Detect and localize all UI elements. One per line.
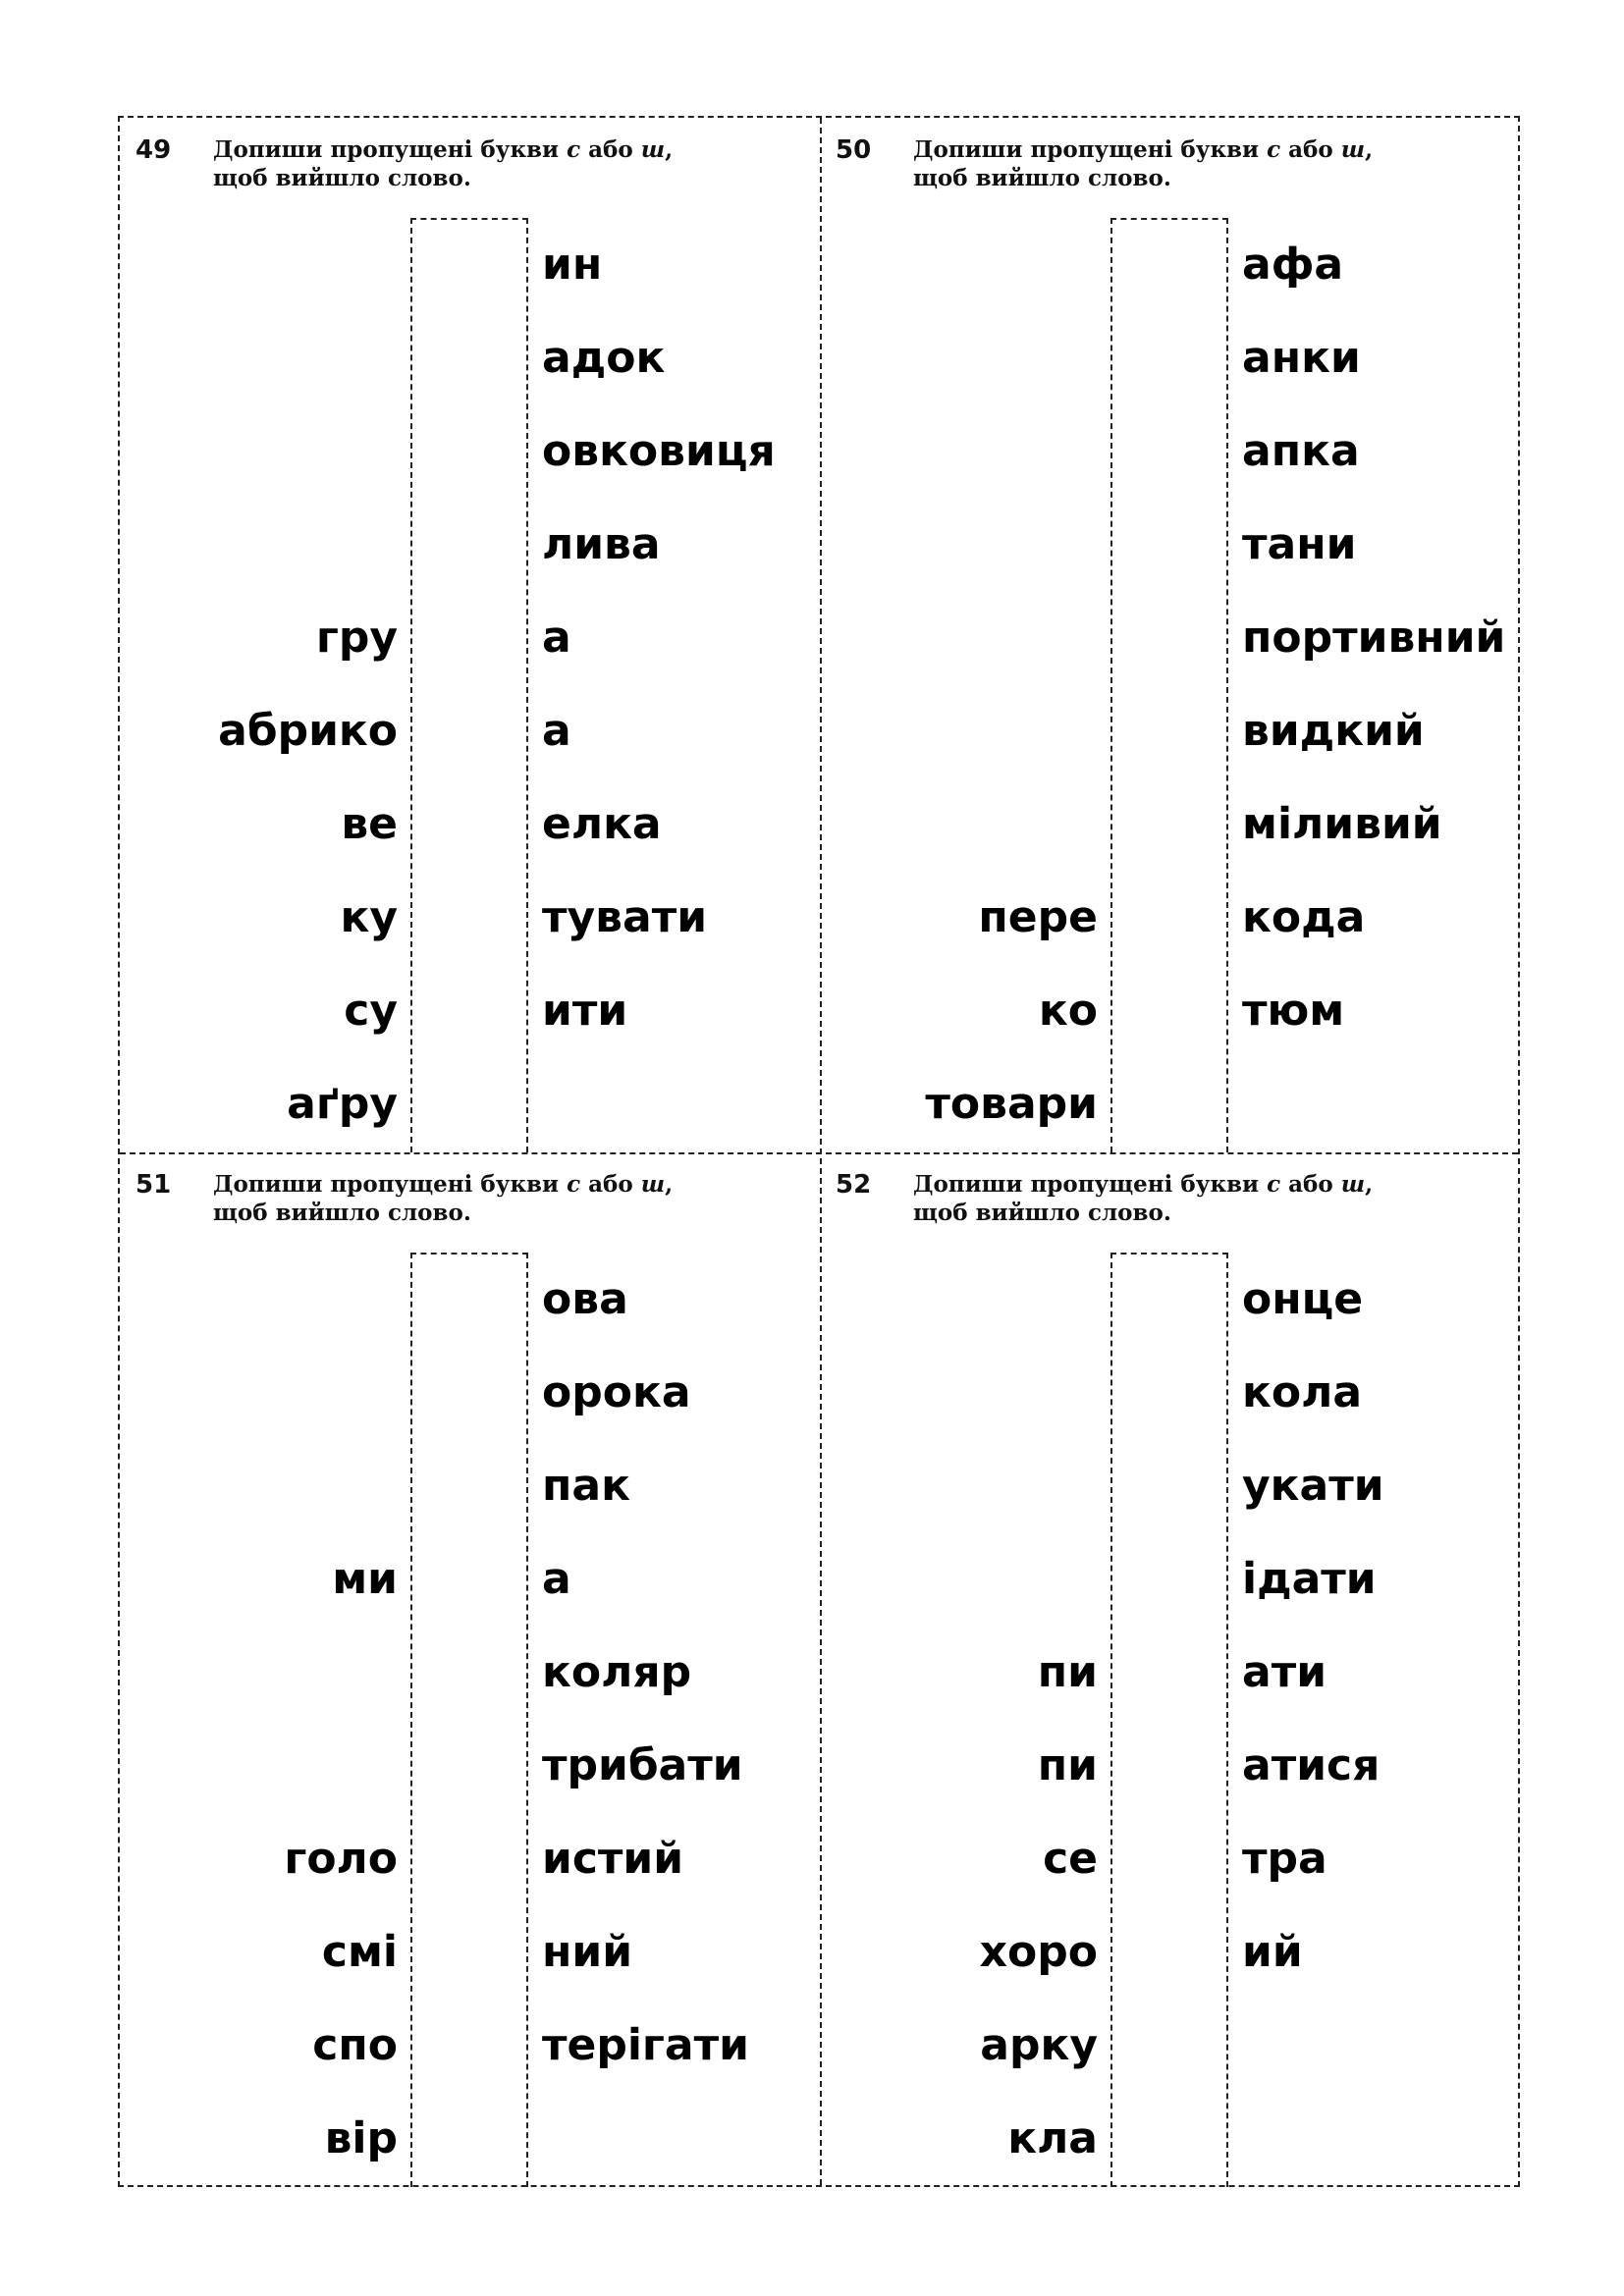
word-suffix: трибати bbox=[542, 1740, 743, 1790]
instruction-text: або bbox=[1280, 1171, 1341, 1198]
word-suffix: укати bbox=[1242, 1461, 1384, 1511]
exercise-instruction bbox=[213, 135, 763, 192]
word-prefix: кла bbox=[1007, 2113, 1098, 2163]
word-prefix: пи bbox=[1037, 1740, 1098, 1790]
word-suffix: ова bbox=[542, 1274, 628, 1324]
word-suffix: тюм bbox=[1242, 986, 1345, 1036]
word-prefix: хоро bbox=[979, 1927, 1098, 1977]
word-suffix: онце bbox=[1242, 1274, 1364, 1324]
word-prefix: пи bbox=[1037, 1647, 1098, 1697]
word-prefix: ко bbox=[1038, 986, 1098, 1036]
letter-sh: ш bbox=[1340, 136, 1366, 163]
letter-sh: ш bbox=[640, 1171, 666, 1198]
missing-letter-column[interactable] bbox=[410, 1253, 528, 2187]
instruction-text: Допиши пропущені букви bbox=[213, 1171, 568, 1198]
word-suffix: орока bbox=[542, 1367, 691, 1417]
word-prefix: се bbox=[1043, 1834, 1098, 1884]
word-suffix: елка bbox=[542, 799, 662, 849]
instruction-text: щоб вийшло слово. bbox=[913, 1200, 1171, 1226]
letter-s: с bbox=[567, 1171, 581, 1198]
word-suffix: ідати bbox=[1242, 1554, 1377, 1604]
word-suffix: тра bbox=[1242, 1834, 1327, 1884]
word-suffix: пак bbox=[542, 1461, 630, 1511]
word-suffix: кола bbox=[1242, 1367, 1363, 1417]
letter-s: с bbox=[1267, 1171, 1281, 1198]
word-suffix: анки bbox=[1242, 333, 1361, 383]
instruction-text: або bbox=[580, 1171, 641, 1198]
instruction-punct: , bbox=[1365, 136, 1374, 163]
word-suffix: атися bbox=[1242, 1740, 1380, 1790]
worksheet bbox=[118, 116, 1520, 2187]
word-suffix: а bbox=[542, 1554, 571, 1604]
exercise-card bbox=[820, 118, 1520, 1152]
exercise-instruction bbox=[913, 135, 1463, 192]
word-suffix: овковиця bbox=[542, 426, 776, 476]
word-suffix: лива bbox=[542, 519, 661, 569]
exercise-card bbox=[120, 1152, 820, 2187]
word-suffix: кода bbox=[1242, 892, 1366, 942]
exercise-number: 50 bbox=[836, 135, 872, 165]
word-suffix: тани bbox=[1242, 519, 1357, 569]
word-suffix: афа bbox=[1242, 240, 1344, 290]
word-prefix: арку bbox=[980, 2020, 1098, 2070]
instruction-punct: , bbox=[1365, 1171, 1374, 1198]
letter-sh: ш bbox=[640, 136, 666, 163]
word-prefix: гру bbox=[315, 613, 398, 663]
missing-letter-column[interactable] bbox=[1110, 1253, 1228, 2187]
instruction-text: щоб вийшло слово. bbox=[213, 165, 471, 191]
letter-s: с bbox=[567, 136, 581, 163]
instruction-text: щоб вийшло слово. bbox=[913, 165, 1171, 191]
word-suffix: терігати bbox=[542, 2020, 749, 2070]
word-suffix: видкий bbox=[1242, 706, 1425, 756]
exercise-card bbox=[820, 1152, 1520, 2187]
word-suffix: ий bbox=[1242, 1927, 1303, 1977]
word-suffix: истий bbox=[542, 1834, 684, 1884]
missing-letter-column[interactable] bbox=[410, 218, 528, 1152]
exercise-number: 51 bbox=[135, 1170, 172, 1200]
instruction-text: щоб вийшло слово. bbox=[213, 1200, 471, 1226]
word-prefix: ку bbox=[340, 892, 398, 942]
instruction-punct: , bbox=[665, 1171, 674, 1198]
word-suffix: адок bbox=[542, 333, 666, 383]
exercise-card bbox=[120, 118, 820, 1152]
instruction-text: Допиши пропущені букви bbox=[213, 136, 568, 163]
word-suffix: апка bbox=[1242, 426, 1360, 476]
instruction-text: Допиши пропущені букви bbox=[913, 1171, 1268, 1198]
word-suffix: міливий bbox=[1242, 799, 1442, 849]
instruction-text: або bbox=[580, 136, 641, 163]
word-suffix: ний bbox=[542, 1927, 633, 1977]
letter-s: с bbox=[1267, 136, 1281, 163]
exercise-number: 52 bbox=[836, 1170, 872, 1200]
word-suffix: ати bbox=[1242, 1647, 1327, 1697]
word-prefix: пере bbox=[978, 892, 1098, 942]
word-suffix: коляр bbox=[542, 1647, 692, 1697]
instruction-punct: , bbox=[665, 136, 674, 163]
word-prefix: ми bbox=[332, 1554, 398, 1604]
instruction-text: Допиши пропущені букви bbox=[913, 136, 1268, 163]
word-suffix: ин bbox=[542, 240, 603, 290]
word-prefix: товари bbox=[925, 1079, 1098, 1129]
word-prefix: су bbox=[344, 986, 398, 1036]
word-prefix: голо bbox=[284, 1834, 398, 1884]
word-prefix: вір bbox=[324, 2113, 398, 2163]
exercise-instruction bbox=[213, 1170, 763, 1227]
word-suffix: тувати bbox=[542, 892, 708, 942]
word-suffix: портивний bbox=[1242, 613, 1506, 663]
word-prefix: абрико bbox=[218, 706, 398, 756]
instruction-text: або bbox=[1280, 136, 1341, 163]
word-suffix: а bbox=[542, 706, 571, 756]
missing-letter-column[interactable] bbox=[1110, 218, 1228, 1152]
word-prefix: ве bbox=[341, 799, 398, 849]
letter-sh: ш bbox=[1340, 1171, 1366, 1198]
exercise-number: 49 bbox=[135, 135, 172, 165]
word-prefix: спо bbox=[312, 2020, 398, 2070]
exercise-instruction bbox=[913, 1170, 1463, 1227]
word-prefix: аґру bbox=[287, 1079, 398, 1129]
word-suffix: а bbox=[542, 613, 571, 663]
word-prefix: смі bbox=[321, 1927, 398, 1977]
word-suffix: ити bbox=[542, 986, 628, 1036]
